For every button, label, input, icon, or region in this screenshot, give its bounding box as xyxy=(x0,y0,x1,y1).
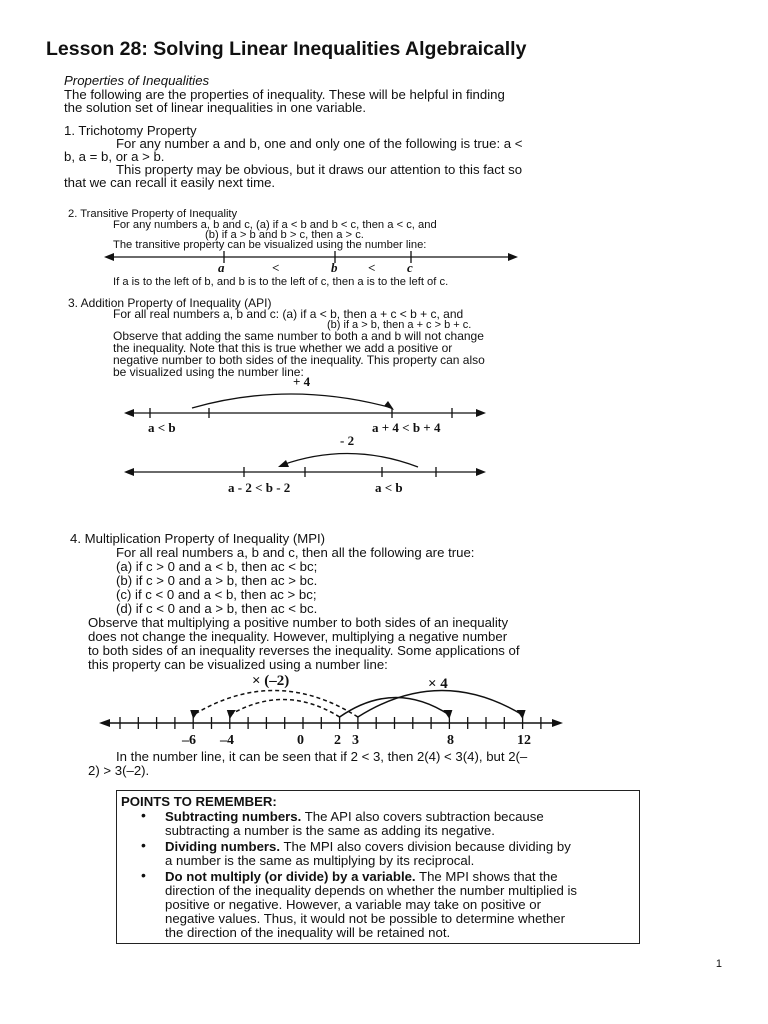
box-heading: POINTS TO REMEMBER: xyxy=(121,794,277,809)
arrowhead-8 xyxy=(443,710,452,719)
remember-item-line: the direction of the inequality will be retained not. xyxy=(165,925,451,940)
api-label-left: a < b xyxy=(148,420,176,435)
mpi-conclusion: In the number line, it can be seen that if 2 < 3, then 2(4) < 3(4), but 2(– xyxy=(116,749,528,764)
mpi-tick-label: –4 xyxy=(220,733,234,748)
mpi-obs: Observe that multiplying a positive number to both sides of an inequality xyxy=(88,615,509,630)
mpi-tick-label: 3 xyxy=(352,733,359,748)
trichotomy-line: that we can recall it easily next time. xyxy=(64,175,276,190)
mpi-tick-label: 8 xyxy=(447,733,454,748)
transitive-number-line xyxy=(100,248,520,278)
arc-2-to-neg4 xyxy=(230,699,340,717)
mpi-neg-label: × (–2) xyxy=(252,673,290,689)
bullet: • xyxy=(141,867,146,883)
mpi-obs: does not change the inequality. However, multiplying a negative number xyxy=(88,629,508,644)
api-label-right: a + 4 < b + 4 xyxy=(372,420,441,435)
trichotomy-line: For any number a and b, one and only one of the following is true: a < xyxy=(116,136,523,151)
addition-line: the inequality. Note that this is true whether we add a positive or xyxy=(113,341,453,355)
mpi-obs: this property can be visualized using a number line: xyxy=(88,657,388,672)
api-label-left-2: a - 2 < b - 2 xyxy=(228,480,291,495)
page-title: Lesson 28: Solving Linear Inequalities Algebraically xyxy=(46,38,527,60)
trichotomy-heading: 1. Trichotomy Property xyxy=(64,123,197,138)
nl-label-b: b xyxy=(331,260,338,275)
mpi-pos-label: × 4 xyxy=(428,676,448,692)
arc-3-to-12 xyxy=(358,690,523,717)
addition-line: Observe that adding the same number to both a and b will not change xyxy=(113,329,484,343)
nl-label-lt: < xyxy=(272,260,280,275)
addition-line: be visualized using the number line: xyxy=(113,365,304,379)
mpi-case-d: (d) if c < 0 and a > b, then ac < bc. xyxy=(116,601,318,616)
arrowhead-12 xyxy=(517,710,526,719)
nl-label-lt: < xyxy=(368,260,376,275)
remember-item: Do not multiply (or divide) by a variable. The MPI shows that the xyxy=(165,869,558,884)
transitive-line: For any numbers a, b and c, (a) if a < b and b < c, then a < c, and xyxy=(113,219,437,231)
mpi-case-b: (b) if c > 0 and a > b, then ac > bc. xyxy=(116,573,318,588)
mpi-tick-label: –6 xyxy=(182,733,196,748)
transitive-line: The transitive property can be visualized using the number line: xyxy=(113,239,427,251)
mpi-conclusion: 2) > 3(–2). xyxy=(88,763,150,778)
mpi-intro: For all real numbers a, b and c, then all the following are true: xyxy=(116,545,475,560)
arrowhead-neg4 xyxy=(227,710,236,719)
mpi-tick-label: 0 xyxy=(297,733,304,748)
remember-item: Subtracting numbers. The API also covers subtraction because xyxy=(165,809,544,824)
mpi-case-a: (a) if c > 0 and a < b, then ac < bc; xyxy=(116,559,318,574)
addition-line: (b) if a > b, then a + c > b + c. xyxy=(327,319,472,331)
addition-heading: 3. Addition Property of Inequality (API) xyxy=(68,296,272,310)
mpi-heading: 4. Multiplication Property of Inequality (MPI) xyxy=(70,531,326,546)
trichotomy-line: b, a = b, or a > b. xyxy=(64,149,165,164)
transitive-heading: 2. Transitive Property of Inequality xyxy=(68,208,238,220)
api-label-right-2: a < b xyxy=(375,480,403,495)
transitive-after: If a is to the left of b, and b is to the left of c, then a is to the left of c. xyxy=(113,276,449,288)
remember-item-line: direction of the inequality depends on whether the number multiplied is xyxy=(165,883,577,898)
remember-item: Dividing numbers. The MPI also covers division because dividing by xyxy=(165,839,571,854)
arc-2-to-8 xyxy=(340,697,450,717)
api-arc-label-minus2: - 2 xyxy=(340,433,355,448)
addition-line: For all real numbers a, b and c: (a) if a < b, then a + c < b + c, and xyxy=(113,307,464,321)
remember-item-line: subtracting a number is the same as adding its negative. xyxy=(165,823,495,838)
page-number: 1 xyxy=(715,958,722,970)
section-heading: Properties of Inequalities xyxy=(64,73,210,88)
transitive-line: (b) if a > b and b > c, then a > c. xyxy=(205,229,364,241)
axis-arrow-left xyxy=(99,719,110,727)
axis-arrow-right xyxy=(552,719,563,727)
mpi-case-c: (c) if c < 0 and a < b, then ac > bc; xyxy=(116,587,317,602)
nl-label-c: c xyxy=(407,260,413,275)
api-arc-label-plus4: + 4 xyxy=(293,374,311,389)
addition-line: negative number to both sides of the inequality. This property can also xyxy=(113,353,485,367)
nl-label-a: a xyxy=(218,260,225,275)
remember-item-line: a number is the same as multiplying by its reciprocal. xyxy=(165,853,475,868)
mpi-obs: to both sides of an inequality reverses the inequality. Some applications of xyxy=(88,643,520,658)
bullet: • xyxy=(141,807,146,823)
bullet: • xyxy=(141,837,146,853)
trichotomy-line: This property may be obvious, but it draws our attention to this fact so xyxy=(116,162,523,177)
mpi-tick-label: 2 xyxy=(334,733,341,748)
api-number-line-1 xyxy=(120,388,490,422)
api-number-line-2 xyxy=(120,447,490,481)
remember-item-line: positive or negative. However, a variable may take on positive or xyxy=(165,897,542,912)
mpi-tick-label: 12 xyxy=(517,733,531,748)
intro-line: the solution set of linear inequalities in one variable. xyxy=(64,100,367,115)
intro-line: The following are the properties of inequality. These will be helpful in finding xyxy=(64,87,505,102)
points-to-remember-box xyxy=(116,790,640,944)
remember-item-line: negative values. Thus, it would not be possible to determine whether xyxy=(165,911,566,926)
arrowhead-neg6 xyxy=(190,710,199,719)
mpi-number-line xyxy=(96,686,566,738)
